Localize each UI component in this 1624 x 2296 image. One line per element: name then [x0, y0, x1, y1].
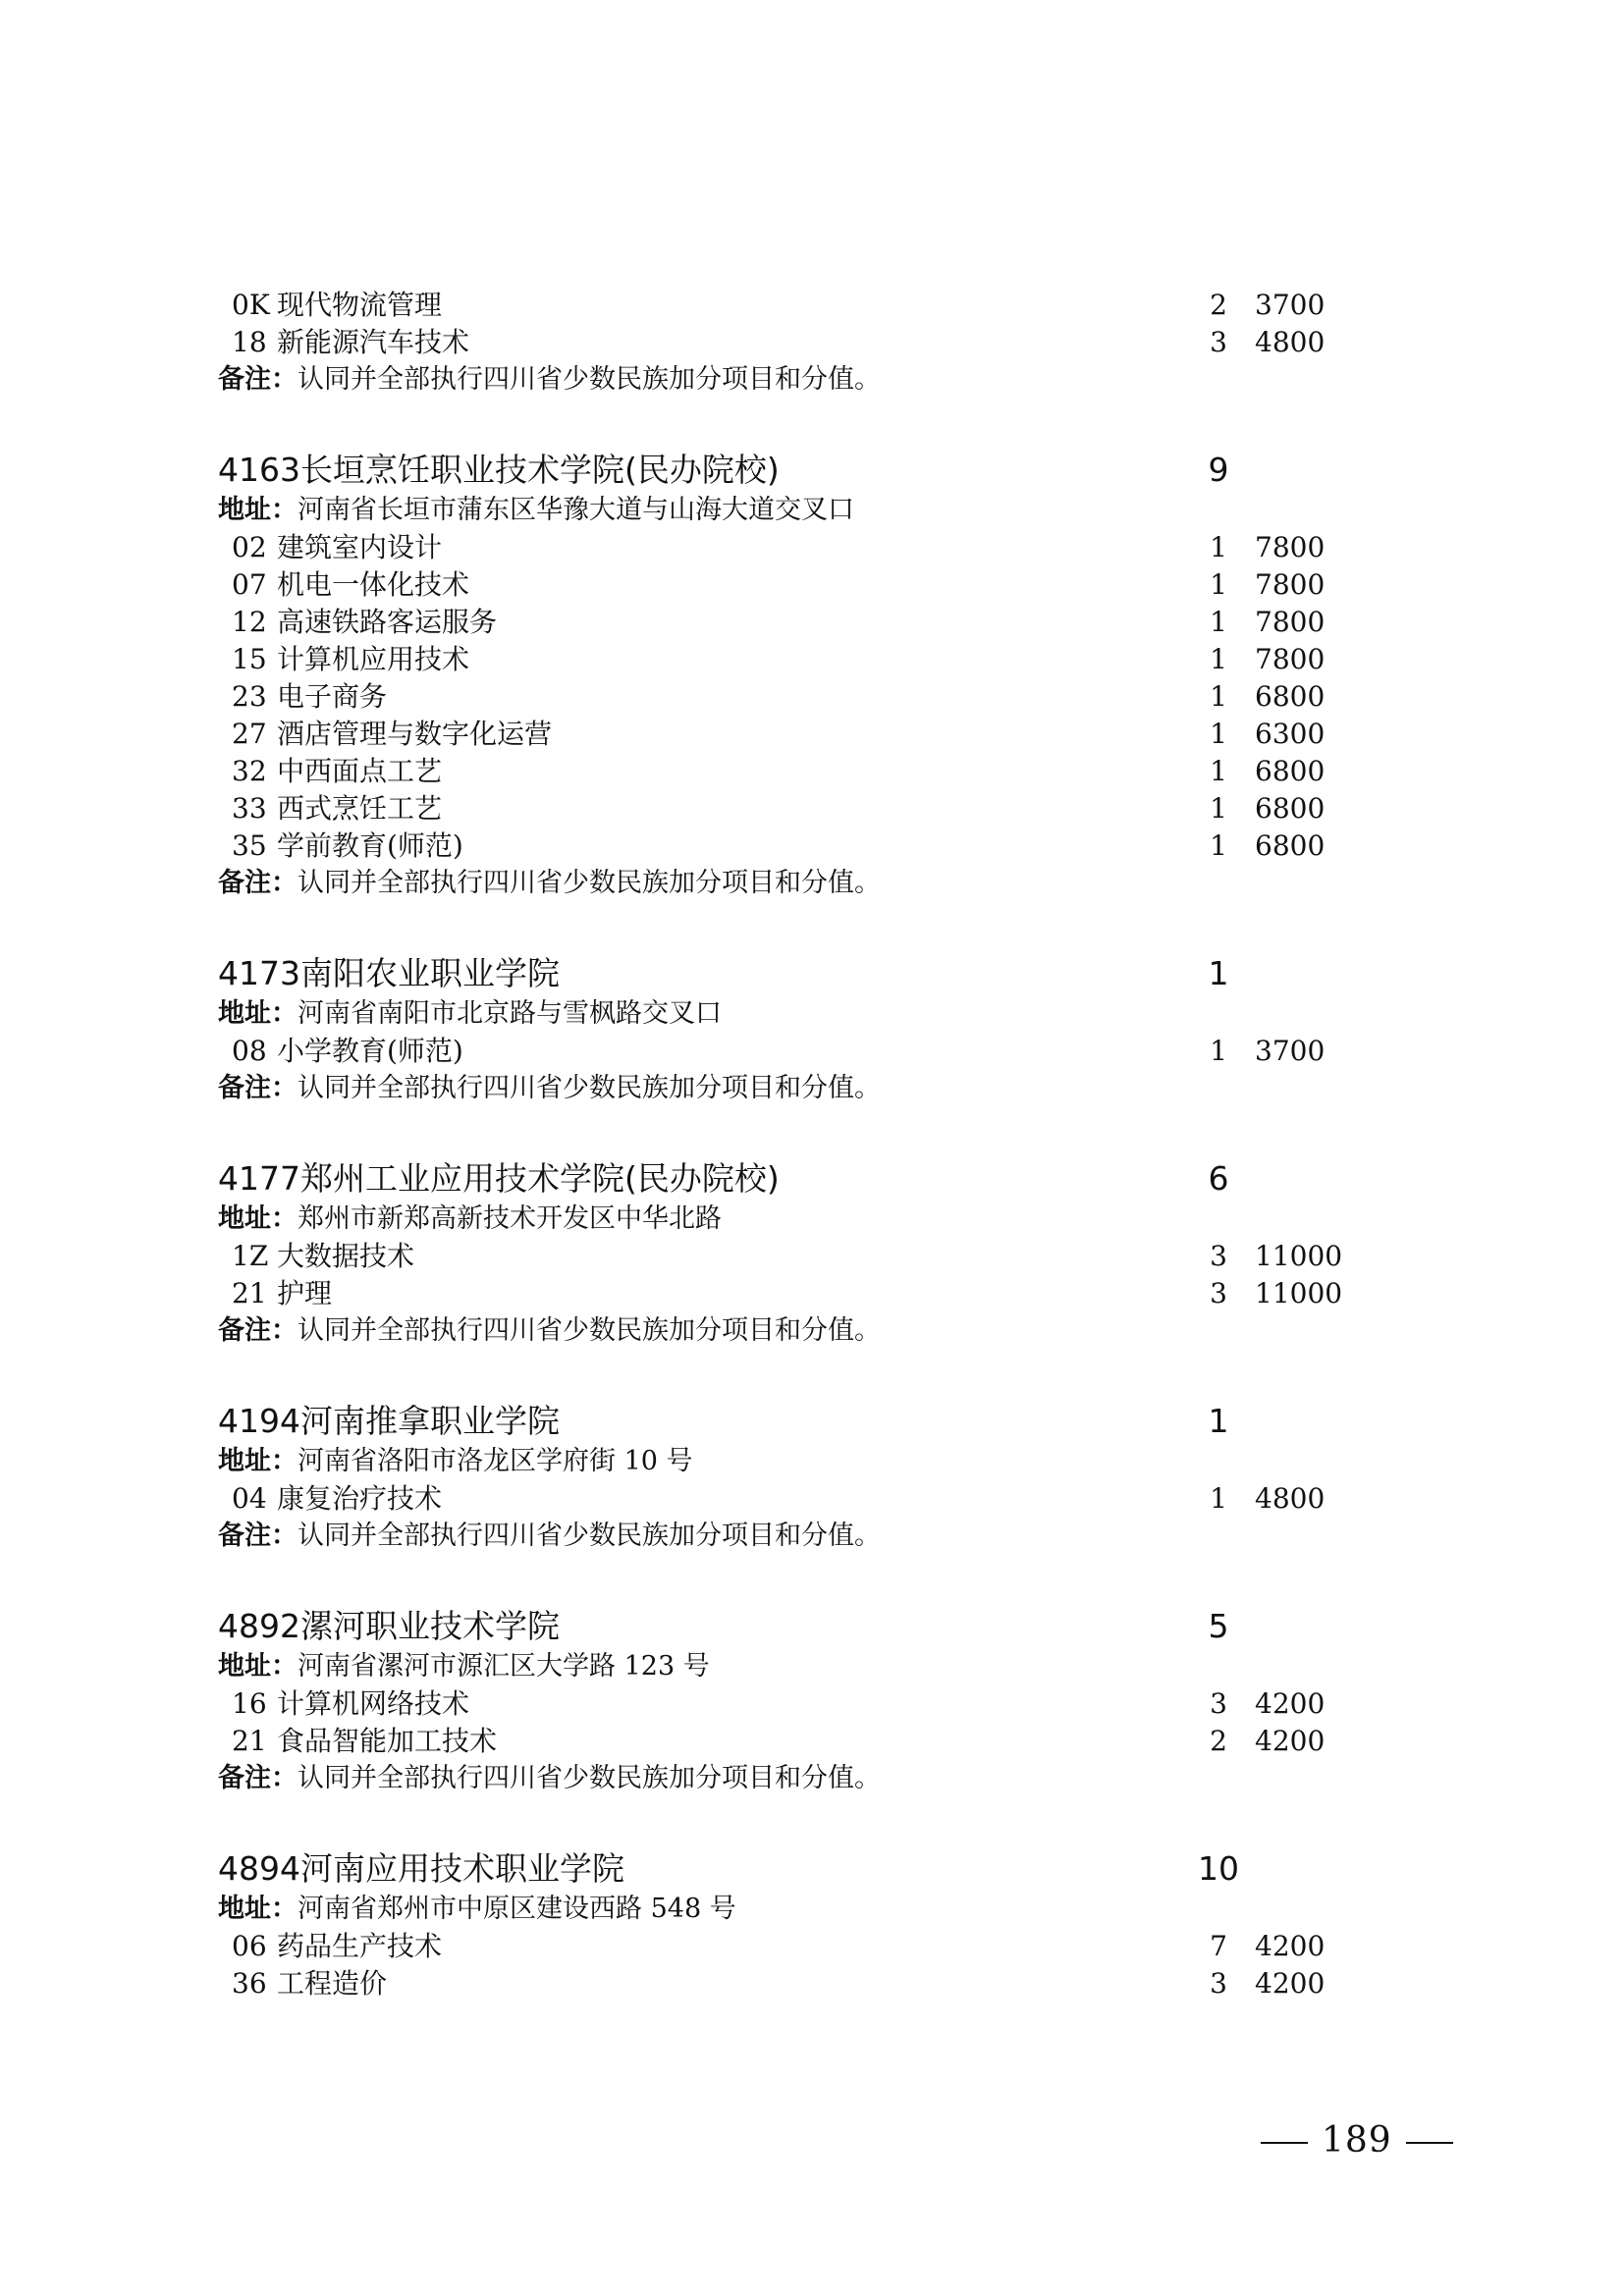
major-row — [218, 1685, 1396, 1723]
page-footer — [1247, 2120, 1467, 2161]
major-name: 建筑室内设计 — [277, 531, 443, 563]
major-row — [218, 1480, 1396, 1518]
institution-name: 漯河职业技术学院 — [300, 1607, 560, 1645]
major-count: 1 — [1210, 643, 1227, 675]
major-fee: 6800 — [1255, 680, 1326, 713]
institution-block — [218, 1797, 1396, 2002]
institution-total: 6 — [1208, 1159, 1229, 1198]
major-row — [218, 287, 1396, 324]
note-label: 备注： — [218, 1315, 298, 1346]
major-fee: 4200 — [1255, 1930, 1326, 1962]
footer-dash-left — [1261, 2142, 1308, 2144]
institution-header — [218, 1847, 1396, 1891]
address-label: 地址： — [218, 495, 298, 525]
note-label: 备注： — [218, 1073, 298, 1103]
major-fee: 3700 — [1255, 1035, 1326, 1067]
major-name: 护理 — [277, 1277, 333, 1309]
major-code: 04 — [232, 1482, 267, 1515]
note-line — [218, 1760, 1396, 1797]
major-name: 电子商务 — [277, 680, 388, 713]
major-count: 3 — [1210, 1277, 1227, 1309]
major-code: 15 — [232, 643, 267, 675]
major-row — [218, 716, 1396, 753]
major-count: 1 — [1210, 531, 1227, 563]
major-code: 06 — [232, 1930, 267, 1962]
major-name: 康复治疗技术 — [277, 1482, 443, 1515]
note-text: 认同并全部执行四川省少数民族加分项目和分值。 — [298, 364, 881, 395]
address-label: 地址： — [218, 1894, 298, 1924]
major-count: 1 — [1210, 718, 1227, 750]
major-fee: 4200 — [1255, 1687, 1326, 1720]
major-name: 中西面点工艺 — [277, 755, 443, 787]
note-line — [218, 1518, 1396, 1555]
address-label: 地址： — [218, 1446, 298, 1476]
institution-name: 长垣烹饪职业技术学院(民办院校) — [300, 451, 780, 489]
major-fee: 6800 — [1255, 755, 1326, 787]
institution-block — [218, 1555, 1396, 1797]
section-gap — [218, 1555, 1396, 1605]
major-name: 西式烹饪工艺 — [277, 792, 443, 825]
major-fee: 3700 — [1255, 289, 1326, 321]
major-name: 新能源汽车技术 — [277, 326, 470, 358]
address-line — [218, 1443, 1396, 1480]
note-label: 备注： — [218, 364, 298, 395]
major-count: 1 — [1210, 568, 1227, 601]
major-count: 2 — [1210, 1725, 1227, 1757]
address-text: 河南省郑州市中原区建设西路 548 号 — [298, 1894, 736, 1924]
major-name: 现代物流管理 — [277, 289, 443, 321]
major-code: 32 — [232, 755, 267, 787]
note-label: 备注： — [218, 1521, 298, 1551]
major-count: 1 — [1210, 1035, 1227, 1067]
institution-header — [218, 449, 1396, 492]
section-gap — [218, 902, 1396, 952]
major-fee: 7800 — [1255, 568, 1326, 601]
institution-code: 4894 — [218, 1849, 300, 1888]
institution-total: 1 — [1208, 1402, 1229, 1440]
institution-code: 4194 — [218, 1402, 300, 1440]
institution-code: 4177 — [218, 1159, 300, 1198]
note-label: 备注： — [218, 1763, 298, 1793]
major-fee: 7800 — [1255, 643, 1326, 675]
institution-name: 南阳农业职业学院 — [300, 954, 560, 992]
major-code: 21 — [232, 1277, 267, 1309]
note-text: 认同并全部执行四川省少数民族加分项目和分值。 — [298, 868, 881, 898]
major-row — [218, 790, 1396, 828]
section-gap — [218, 1797, 1396, 1847]
major-fee: 4800 — [1255, 1482, 1326, 1515]
major-fee: 6800 — [1255, 792, 1326, 825]
section-gap — [218, 1107, 1396, 1157]
major-name: 药品生产技术 — [277, 1930, 443, 1962]
major-count: 3 — [1210, 1967, 1227, 2000]
major-name: 食品智能加工技术 — [277, 1725, 498, 1757]
institution-block — [218, 1350, 1396, 1555]
institution-code: 4163 — [218, 451, 300, 489]
address-label: 地址： — [218, 1203, 298, 1234]
major-name: 工程造价 — [277, 1967, 388, 2000]
major-fee: 6800 — [1255, 829, 1326, 862]
address-label: 地址： — [218, 1651, 298, 1682]
major-count: 1 — [1210, 755, 1227, 787]
major-row — [218, 753, 1396, 790]
major-name: 小学教育(师范) — [277, 1035, 463, 1067]
major-row — [218, 566, 1396, 604]
major-code: 36 — [232, 1967, 267, 2000]
address-label: 地址： — [218, 998, 298, 1029]
major-code: 12 — [232, 606, 267, 638]
section-gap — [218, 1350, 1396, 1400]
note-line — [218, 1070, 1396, 1107]
major-fee: 11000 — [1255, 1240, 1343, 1272]
address-line — [218, 995, 1396, 1033]
major-code: 21 — [232, 1725, 267, 1757]
major-code: 16 — [232, 1687, 267, 1720]
major-code: 27 — [232, 718, 267, 750]
address-text: 河南省南阳市北京路与雪枫路交叉口 — [298, 998, 722, 1029]
address-line — [218, 1201, 1396, 1238]
institution-code: 4892 — [218, 1607, 300, 1645]
major-row — [218, 1275, 1396, 1312]
major-row — [218, 1723, 1396, 1760]
major-count: 1 — [1210, 829, 1227, 862]
major-fee: 4800 — [1255, 326, 1326, 358]
major-code: 02 — [232, 531, 267, 563]
major-fee: 7800 — [1255, 531, 1326, 563]
institution-total: 9 — [1208, 451, 1229, 489]
major-row — [218, 1033, 1396, 1070]
major-name: 计算机应用技术 — [277, 643, 470, 675]
institution-total: 1 — [1208, 954, 1229, 992]
major-row — [218, 1965, 1396, 2002]
footer-dash-right — [1406, 2142, 1453, 2144]
major-code: 1Z — [232, 1240, 269, 1272]
major-fee: 11000 — [1255, 1277, 1343, 1309]
major-row — [218, 529, 1396, 566]
major-code: 18 — [232, 326, 267, 358]
institution-total: 5 — [1208, 1607, 1229, 1645]
institution-header — [218, 952, 1396, 995]
major-count: 7 — [1210, 1930, 1227, 1962]
major-code: 08 — [232, 1035, 267, 1067]
note-text: 认同并全部执行四川省少数民族加分项目和分值。 — [298, 1073, 881, 1103]
major-code: 35 — [232, 829, 267, 862]
institution-header — [218, 1157, 1396, 1201]
major-count: 1 — [1210, 792, 1227, 825]
major-name: 大数据技术 — [277, 1240, 415, 1272]
major-count: 1 — [1210, 606, 1227, 638]
institution-block — [218, 399, 1396, 902]
major-count: 3 — [1210, 1240, 1227, 1272]
major-row — [218, 324, 1396, 361]
page-content — [218, 287, 1396, 2002]
note-text: 认同并全部执行四川省少数民族加分项目和分值。 — [298, 1763, 881, 1793]
note-line — [218, 1312, 1396, 1350]
major-count: 1 — [1210, 1482, 1227, 1515]
institution-total: 10 — [1198, 1849, 1239, 1888]
institution-name: 河南应用技术职业学院 — [300, 1849, 624, 1888]
note-text: 认同并全部执行四川省少数民族加分项目和分值。 — [298, 1521, 881, 1551]
major-name: 计算机网络技术 — [277, 1687, 470, 1720]
major-code: 23 — [232, 680, 267, 713]
major-fee: 4200 — [1255, 1967, 1326, 2000]
address-line — [218, 1648, 1396, 1685]
major-row — [218, 1238, 1396, 1275]
address-text: 河南省长垣市蒲东区华豫大道与山海大道交叉口 — [298, 495, 854, 525]
major-row — [218, 1928, 1396, 1965]
major-code: 33 — [232, 792, 267, 825]
major-fee: 7800 — [1255, 606, 1326, 638]
major-row — [218, 641, 1396, 678]
major-name: 酒店管理与数字化运营 — [277, 718, 553, 750]
institution-header — [218, 1400, 1396, 1443]
address-line — [218, 1891, 1396, 1928]
institution-name: 郑州工业应用技术学院(民办院校) — [300, 1159, 780, 1198]
note-label: 备注： — [218, 868, 298, 898]
major-row — [218, 678, 1396, 716]
note-text: 认同并全部执行四川省少数民族加分项目和分值。 — [298, 1315, 881, 1346]
major-fee: 6300 — [1255, 718, 1326, 750]
major-count: 3 — [1210, 326, 1227, 358]
note-line — [218, 865, 1396, 902]
institution-name: 河南推拿职业学院 — [300, 1402, 560, 1440]
major-row — [218, 604, 1396, 641]
major-fee: 4200 — [1255, 1725, 1326, 1757]
major-code: 0K — [232, 289, 270, 321]
institution-block — [218, 902, 1396, 1107]
institution-list — [218, 399, 1396, 2002]
address-text: 河南省洛阳市洛龙区学府街 10 号 — [298, 1446, 693, 1476]
address-text: 河南省漯河市源汇区大学路 123 号 — [298, 1651, 710, 1682]
major-row — [218, 828, 1396, 865]
address-line — [218, 492, 1396, 529]
major-name: 机电一体化技术 — [277, 568, 470, 601]
institution-header — [218, 1605, 1396, 1648]
major-name: 高速铁路客运服务 — [277, 606, 498, 638]
section-gap — [218, 399, 1396, 449]
institution-block — [218, 1107, 1396, 1350]
page-number: 189 — [1322, 2120, 1392, 2161]
major-count: 3 — [1210, 1687, 1227, 1720]
address-text: 郑州市新郑高新技术开发区中华北路 — [298, 1203, 722, 1234]
note-line — [218, 361, 1396, 399]
major-name: 学前教育(师范) — [277, 829, 463, 862]
major-code: 07 — [232, 568, 267, 601]
institution-code: 4173 — [218, 954, 300, 992]
top-continuation — [218, 287, 1396, 399]
major-count: 2 — [1210, 289, 1227, 321]
major-count: 1 — [1210, 680, 1227, 713]
